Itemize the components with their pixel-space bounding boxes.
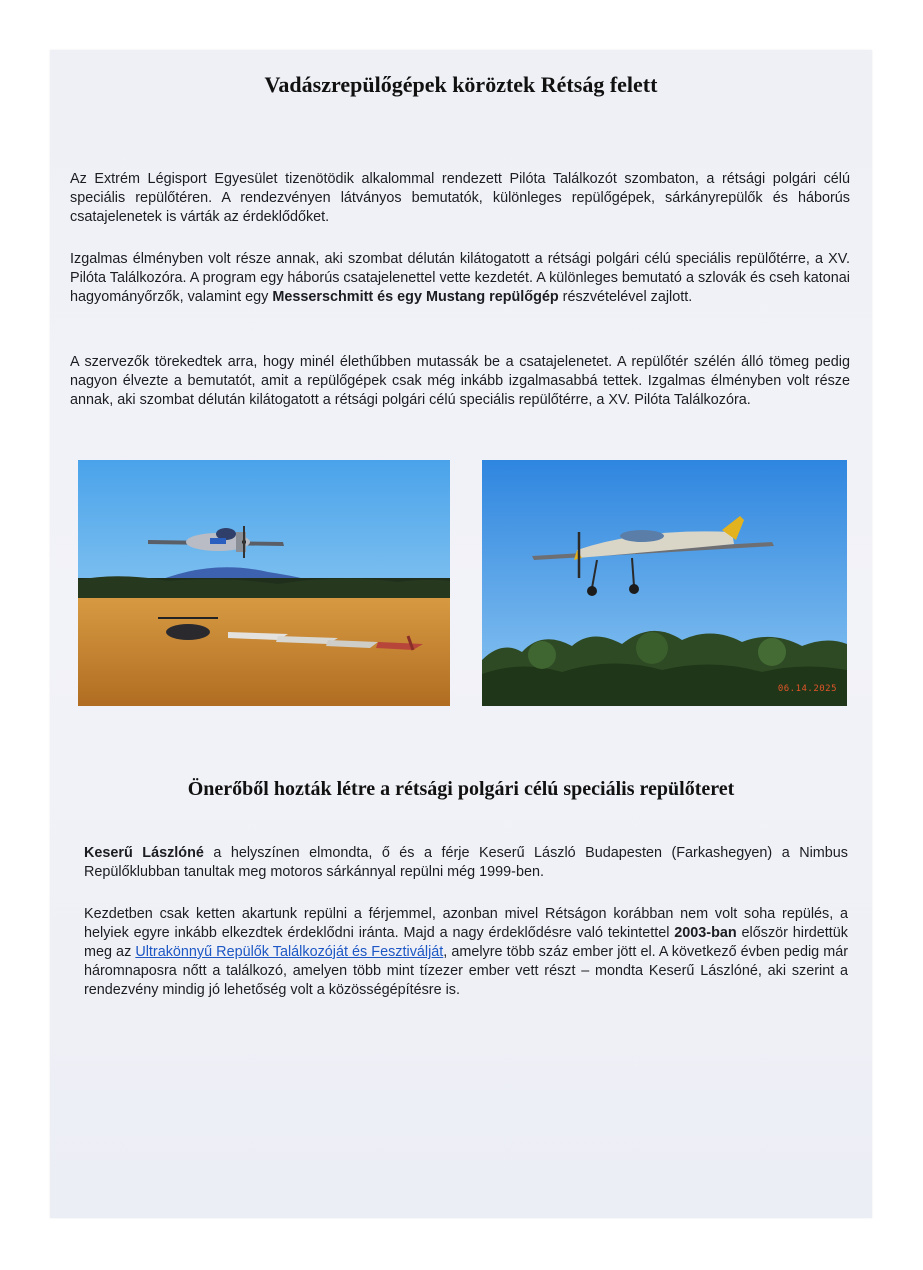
document-page [50,50,872,1218]
section-paragraph-1-bold: Keserű Lászlóné [84,845,204,861]
paragraph-2-text: Izgalmas élményben volt része annak, aki szombat délután kilátogatott a rétsági polgári célú speciális repülőtérre, a XV. Pilóta Találkozóra. A program egy háborús csatajelenettel vette kezdetét. A különleges bemutató a szlovák és cseh katonai hagyományőrzők, valamint egy [70,251,850,305]
paragraph-1: Az Extrém Légisport Egyesület tizenötödik alkalommal rendezett Pilóta Találkozót szombaton, a rétsági polgári célú speciális repülőtéren. A rendezvényen látványos bemutatók, különleges repülőgépek, sárkányrepülők és háborús csatajelenetek is várták az érdeklődőket. [70,171,850,225]
article-title: Vadászrepülőgépek köröztek Rétság felett [264,72,658,97]
photo-mustang [78,460,450,706]
section-paragraph-1 [84,844,848,882]
festival-link[interactable]: Ultrakönnyű Repülők Találkozóját és Fesztiválját [135,944,444,960]
paragraph-3: A szervezők törekedtek arra, hogy minél élethűbben mutassák be a csatajelenetet. A repülőtér szélén álló tömeg pedig nagyon élvezte a bemutatót, amit a repülőgépek csak még inkább izgalmasabbá tettek. Izgalmas élményben volt része annak, aki szombat délután kilátogatott a rétsági polgári célú speciális repülőtérre, a XV. Pilóta Találkozóra. [70,354,850,408]
paragraph-2 [70,250,850,307]
section-title: Önerőből hozták létre a rétsági polgári célú speciális repülőteret [187,778,735,800]
section-paragraph-2-b: először hirdettük meg az [84,925,848,960]
section-paragraph-2-a: Kezdetben csak ketten akartunk repülni a férjemmel, azonban mivel Rétságon korábban nem volt soha repülés, a helyiek egyre inkább elkezdtek érdeklődni iránta. Majd a nagy érdeklődésre való tekintettel [84,906,848,941]
section-paragraph-2 [84,905,848,1000]
paragraph-2-end: részvételével zajlott. [558,289,693,305]
paragraph-2-bold: Messerschmitt és egy Mustang repülőgép [272,289,559,305]
photo-date-stamp: 06.14.2025 [777,684,837,694]
photo-messerschmitt [482,460,847,706]
section-paragraph-1-text: a helyszínen elmondta, ő és a férje Keserű László Budapesten (Farkashegyen) a Nimbus Repülőklubban tanultak meg motoros sárkánnyal repülni még 1999-ben. [84,845,848,880]
section-paragraph-2-bold: 2003-ban [674,925,737,941]
section-paragraph-2-c: , amelyre több száz ember jött el. A következő évben pedig már háromnaposra nőtt a találkozó, amelyen több mint tízezer ember vett részt – mondta Keserű Lászlóné, aki szerint a rendezvény mindig jó lehetőség volt a közösségépítésre is. [84,944,848,998]
